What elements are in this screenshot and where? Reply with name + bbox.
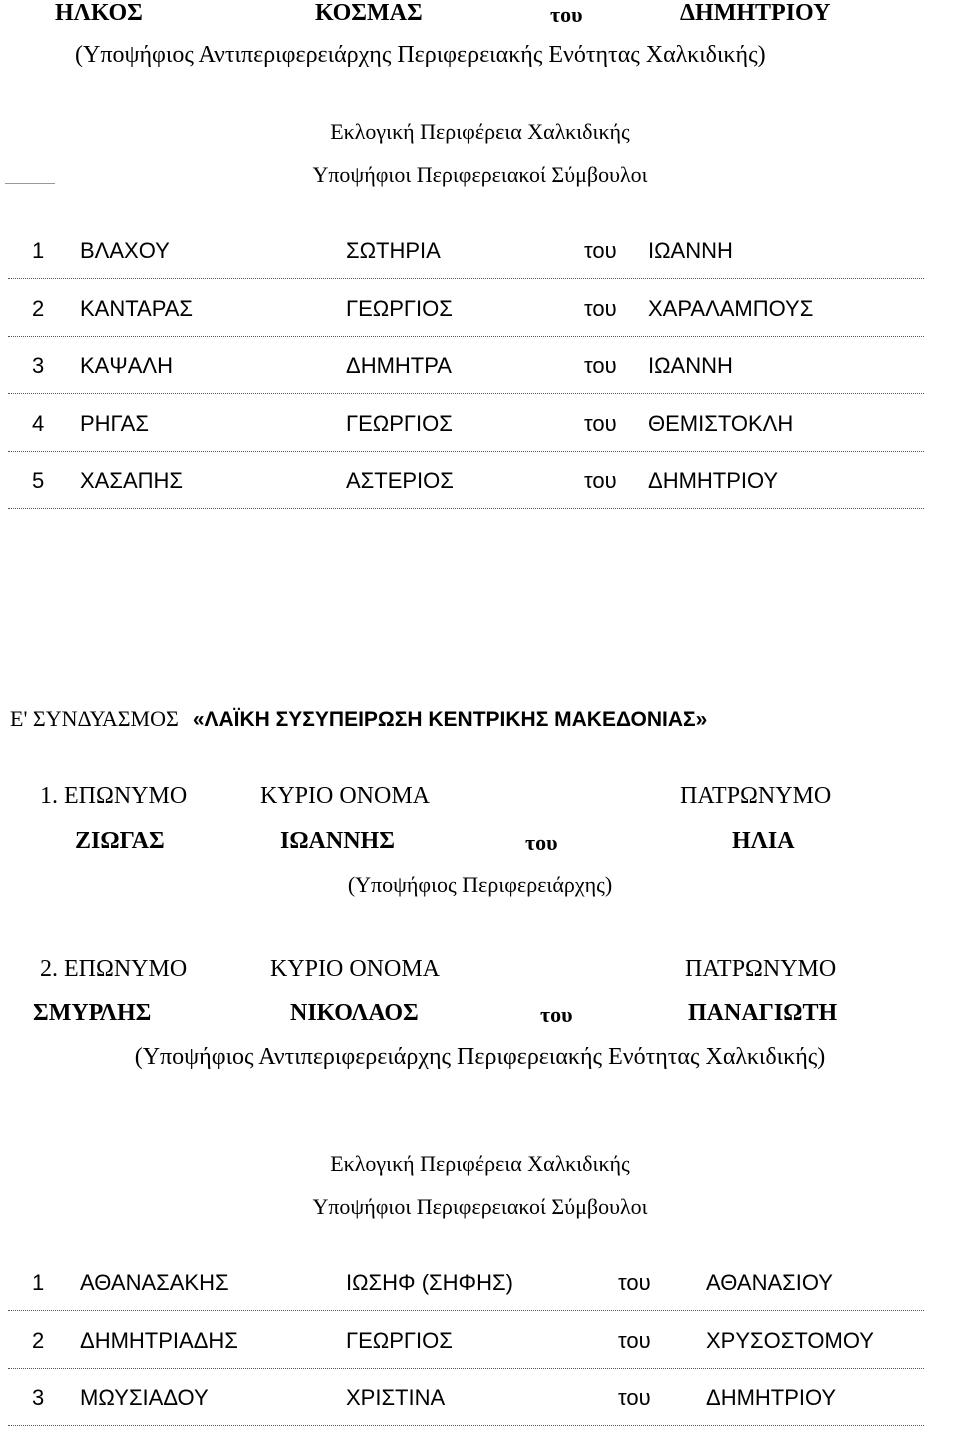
list-item [0, 353, 960, 393]
combination-name: «ΛΑΪΚΗ ΣΥΣΥΠΕΙΡΩΣΗ ΚΕΝΤΡΙΚΗΣ ΜΑΚΕΔΟΝΙΑΣ» [192, 708, 708, 731]
row-father: ΧΑΡΑΛΑΜΠΟΥΣ [648, 295, 814, 321]
cell-gap [66, 334, 67, 338]
list-item [0, 1328, 960, 1368]
cell-gap [606, 1366, 607, 1370]
header2-father-name: ΠΑΤΡΩΝΥΜΟ [685, 956, 837, 982]
row-father: ΘΕΜΙΣΤΟΚΛΗ [648, 410, 794, 436]
top-candidate-tou: του [550, 2, 583, 27]
cell-gap [606, 1308, 607, 1312]
row-father: ΙΩΑΝΝΗ [648, 353, 733, 378]
cell-gap [606, 1423, 607, 1427]
cell-gap [694, 1423, 695, 1427]
row-num: 5 [32, 468, 45, 493]
cell-gap [572, 276, 573, 280]
cell-gap [636, 506, 637, 510]
header2-surname: 2. ΕΠΩΝΥΜΟ [40, 956, 188, 982]
row-divider [8, 451, 924, 452]
top-candidate-father-name: ΔΗΜΗΤΡΙΟΥ [680, 0, 831, 26]
row-surname: ΡΗΓΑΣ [80, 410, 149, 436]
candidate1-role: (Υποψήφιος Περιφερειάρχης) [347, 872, 613, 897]
cell-gap [66, 1366, 67, 1370]
combination-heading [10, 706, 707, 732]
header1-father-name: ΠΑΤΡΩΝΥΜΟ [680, 783, 832, 809]
candidate1-first-name: ΙΩΑΝΝΗΣ [280, 828, 395, 854]
row-divider [8, 336, 924, 337]
cell-gap [572, 334, 573, 338]
header2-first-name: ΚΥΡΙΟ ΟΝΟΜΑ [270, 956, 441, 982]
row-divider [8, 1425, 924, 1426]
row-father: ΙΩΑΝΝΗ [648, 238, 733, 263]
cell-gap [66, 391, 67, 395]
cell-gap [334, 449, 335, 453]
row-divider [8, 278, 924, 279]
top-candidate-first-name: ΚΟΣΜΑΣ [315, 0, 423, 26]
row-surname: ΒΛΑΧΟΥ [80, 238, 170, 263]
row-tou: του [584, 353, 617, 378]
cell-gap [572, 391, 573, 395]
cell-gap [334, 506, 335, 510]
row-first-name: ΓΕΩΡΓΙΟΣ [346, 1327, 453, 1353]
candidate2-tou: του [540, 1002, 573, 1027]
candidate1-tou: του [525, 830, 558, 855]
row-surname: ΜΩΥΣΙΑΔΟΥ [80, 1385, 209, 1410]
cell-gap [636, 276, 637, 280]
cell-gap [636, 334, 637, 338]
cell-gap [572, 506, 573, 510]
list-item [0, 1385, 960, 1425]
row-tou: του [618, 1385, 651, 1410]
row-num: 3 [32, 1385, 45, 1410]
cell-gap [334, 1366, 335, 1370]
row-tou: του [618, 1270, 651, 1295]
row-father: ΑΘΑΝΑΣΙΟΥ [706, 1270, 833, 1295]
row-father: ΧΡΥΣΟΣΤΟΜΟΥ [706, 1327, 874, 1353]
row-divider [8, 1310, 924, 1311]
cell-gap [66, 449, 67, 453]
cell-gap [636, 449, 637, 453]
candidate2-role: (Υποψήφιος Αντιπεριφερειάρχης Περιφερειακής Ενότητας Χαλκιδικής) [134, 1044, 826, 1070]
top-candidate-role: (Υποψήφιος Αντιπεριφερειάρχης Περιφερειακής Ενότητας Χαλκιδικής) [75, 42, 766, 68]
row-father: ΔΗΜΗΤΡΙΟΥ [648, 468, 779, 493]
row-tou: του [584, 238, 617, 263]
row-num: 4 [32, 410, 45, 436]
section2-subtitle: Υποψήφιοι Περιφερειακοί Σύμβουλοι [312, 1194, 648, 1219]
row-surname: ΚΑΨΑΛΗ [80, 353, 173, 378]
row-tou: του [584, 410, 617, 436]
candidate1-father-name: ΗΛΙΑ [732, 828, 795, 854]
header1-surname: 1. ΕΠΩΝΥΜΟ [40, 783, 188, 809]
candidate2-father-name: ΠΑΝΑΓΙΩΤΗ [688, 1000, 838, 1026]
section1-subtitle: Υποψήφιοι Περιφερειακοί Σύμβουλοι [312, 162, 648, 187]
cell-gap [334, 1308, 335, 1312]
section2-district: Εκλογική Περιφέρεια Χαλκιδικής [330, 1151, 630, 1176]
cell-gap [636, 391, 637, 395]
row-first-name: ΔΗΜΗΤΡΑ [346, 353, 452, 378]
top-candidate-surname: ΗΛΚΟΣ [55, 0, 143, 26]
row-first-name: ΣΩΤΗΡΙΑ [346, 238, 441, 263]
cell-gap [572, 449, 573, 453]
row-divider [8, 1368, 924, 1369]
row-tou: του [584, 295, 617, 321]
row-num: 2 [32, 1327, 45, 1353]
list-item [0, 1270, 960, 1310]
list-item [0, 411, 960, 451]
cell-gap [66, 506, 67, 510]
row-first-name: ΓΕΩΡΓΙΟΣ [346, 410, 453, 436]
row-divider [8, 393, 924, 394]
section1-district: Εκλογική Περιφέρεια Χαλκιδικής [330, 119, 630, 144]
row-surname: ΑΘΑΝΑΣΑΚΗΣ [80, 1270, 229, 1295]
header1-first-name: ΚΥΡΙΟ ΟΝΟΜΑ [260, 783, 431, 809]
row-num: 1 [32, 1270, 45, 1295]
combination-prefix: Ε' ΣΥΝΔΥΑΣΜΟΣ [10, 706, 179, 731]
row-tou: του [584, 468, 617, 493]
cell-gap [334, 276, 335, 280]
cell-gap [334, 1423, 335, 1427]
row-surname: ΧΑΣΑΠΗΣ [80, 468, 183, 493]
list-item [0, 238, 960, 278]
candidate1-surname: ΖΙΩΓΑΣ [75, 828, 165, 854]
cell-gap [694, 1308, 695, 1312]
list-item [0, 296, 960, 336]
row-num: 3 [32, 353, 45, 378]
cell-gap [334, 391, 335, 395]
cell-gap [694, 1366, 695, 1370]
cell-gap [334, 334, 335, 338]
cell-gap [66, 1308, 67, 1312]
cell-gap [66, 1423, 67, 1427]
row-num: 1 [32, 238, 45, 263]
row-surname: ΚΑΝΤΑΡΑΣ [80, 295, 194, 321]
candidate2-surname: ΣΜΥΡΛΗΣ [33, 1000, 152, 1026]
row-divider [8, 508, 924, 509]
row-first-name: ΧΡΙΣΤΙΝΑ [346, 1385, 446, 1410]
row-tou: του [618, 1327, 651, 1353]
row-num: 2 [32, 295, 45, 321]
list-item [0, 468, 960, 508]
row-first-name: ΑΣΤΕΡΙΟΣ [346, 468, 454, 493]
row-first-name: ΓΕΩΡΓΙΟΣ [346, 295, 453, 321]
row-father: ΔΗΜΗΤΡΙΟΥ [706, 1385, 837, 1410]
candidate2-first-name: ΝΙΚΟΛΑΟΣ [290, 1000, 419, 1026]
cell-gap [66, 276, 67, 280]
row-first-name: ΙΩΣΗΦ (ΣΗΦΗΣ) [346, 1270, 513, 1295]
row-surname: ΔΗΜΗΤΡΙΑΔΗΣ [80, 1327, 238, 1353]
